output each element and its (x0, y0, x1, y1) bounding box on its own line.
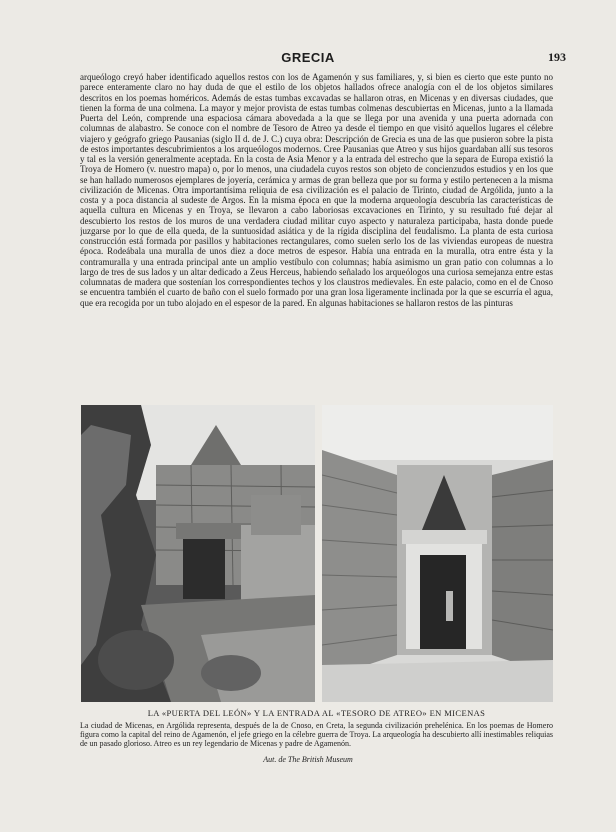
treasury-of-atreus-photo (322, 405, 553, 702)
page-number: 193 (548, 50, 566, 64)
figure-caption-title: LA «PUERTA DEL LEÓN» Y LA ENTRADA AL «TESORO DE ATREO» EN MICENAS (147, 708, 486, 718)
photo-credit: Aut. de The British Museum (263, 755, 353, 764)
body-paragraph: arqueólogo creyó haber identificado aquellos restos con los de Agamenón y sus familiares, y, si bien es cierto que este punto no parece enteramente claro no hay duda de que el estilo de los objetos hallados ofrece analogía con el de los objetos similares descritos en los poemas homéricos. Además de estas tumbas excavadas se hallaron otras, en Micenas y en diversas ciudades, que tienen la forma de una colmena. La mayor y mejor provista de estas tumbas colmenas descubiertas en Micenas, junto a la llamada Puerta del León, comprende una espaciosa cámara abovedada a la que se llega por una avenida y una puerta adornada con columnas de alabastro. Se conoce con el nombre de Tesoro de Atreo ya desde el tiempo en que visitó aquellos lugares el célebre viajero y geógrafo griego Pausanias (siglo II d. de J. C.) cuya obra: Descripción de Grecia es una de las que pusieron sobre la pista de estos importantes descubrimientos a los arqueólogos modernos. Cree Pausanias que Atreo y sus hijos guardaban allí sus tesoros y tal es la versión generalmente aceptada. En la costa de Asia Menor y a la entrada del estrecho que la separa de Europa existió la Troya de Homero (v. nuestro mapa) o, por lo menos, una ciudadela cuyos restos son objeto de concienzudos estudios y en los que se han hallado numerosos ejemplares de joyería, cerámica y armas de gran belleza que por su forma y estilo pertenecen a la misma civilización de Micenas. Otra importantísima reliquia de esa civilización es el palacio de Tirinto, ciudad de Argólida, junto a la costa y a poca distancia al sudeste de Argos. En la misma época en que la moderna arqueología descubría las características de aquella cultura en Micenas y en Troya, se llevaron a cabo laboriosas excavaciones en Tirinto, y su resultado fué dejar al descubierto los restos de los muros de una verdadera ciudad militar cuyo aspecto y naturaleza participaba, hasta donde puede juzgarse por lo que de ella queda, de la suntuosidad asiática y de la rígida disciplina del feudalismo. La planta de esta curiosa construcción está formada por pasillos y habitaciones rectangulares, como suelen serlo los de las viviendas europeas de nuestra época. Rodeábala una muralla de unos diez a doce metros de espesor. Había una entrada en la muralla, otra entre ésta y la contramuralla y una entrada principal ante un amplio vestíbulo con columnas; había asimismo un gran patio con columnas a lo largo de tres de sus lados y un altar dedicado a Zeus Herceus, habiendo señalado los arqueólogos una curiosa semejanza entre estas columnatas de madera que sostenían los correspondientes techos y los claustros medievales. En este palacio, como en el de Cnoso se encuentra también el cuarto de baño con el suelo formado por una gran losa ligeramente inclinada por la que se escurría el agua, que era recogida por un tubo alojado en el espesor de la pared. En algunas habitaciones se hallaron restos de las pinturas (80, 72, 553, 308)
lion-gate-photo (81, 405, 315, 702)
running-header-title: GRECIA (281, 50, 335, 65)
figure-caption-text: La ciudad de Micenas, en Argólida representa, después de la de Cnoso, en Creta, la segunda civilización prehelénica. En los poemas de Homero figura como la capital del reino de Agamenón, el jefe griego en la célebre guerra de Troya. La arqueología ha descubierto allí inestimables reliquias de un pasado glorioso. Atreo es un rey legendario de Micenas y padre de Agamenón. (80, 721, 553, 748)
body-text-block (80, 72, 553, 400)
